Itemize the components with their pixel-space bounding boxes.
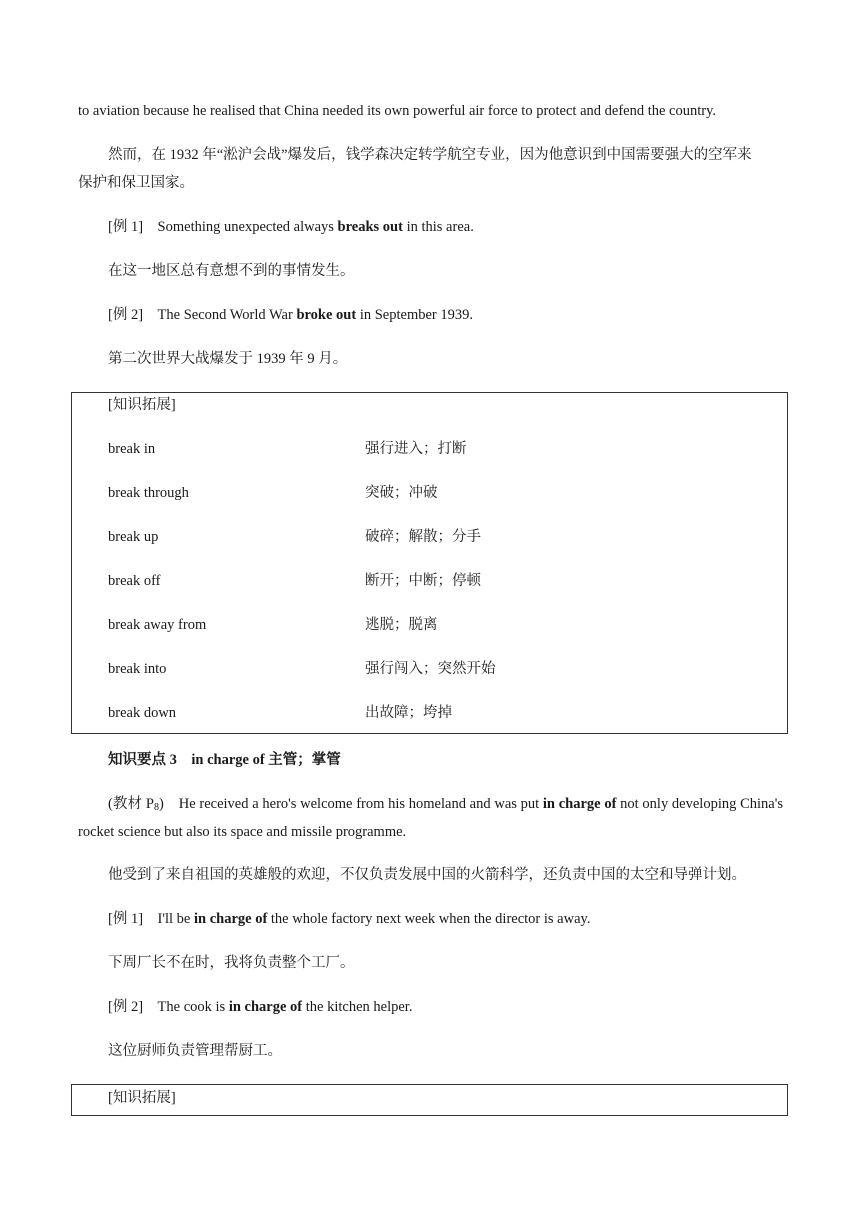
- textbook-quote: [78, 790, 783, 846]
- example-2-translation: 第二次世界大战爆发于 1939 年 9 月。: [108, 351, 348, 367]
- expansion-term: break off: [108, 573, 161, 589]
- example-2: [108, 305, 473, 325]
- example-2: [108, 997, 412, 1017]
- expansion-term: break in: [108, 441, 156, 457]
- key-phrase: broke out: [296, 307, 357, 323]
- example-label: [例 2]: [108, 999, 144, 1015]
- intro-line: to aviation because he realised that China needed its own powerful air force to protect and defend the country.: [78, 103, 717, 119]
- expansion-meaning: 突破；冲破: [365, 485, 438, 501]
- example-1-translation: 下周厂长不在时，我将负责整个工厂。: [108, 955, 355, 971]
- knowledge-expansion-box: [71, 1084, 788, 1116]
- expansion-meaning: 逃脱；脱离: [365, 617, 438, 633]
- example-1-translation: 在这一地区总有意想不到的事情发生。: [108, 263, 355, 279]
- example-text: Something unexpected always: [157, 219, 338, 235]
- expansion-meaning: 强行闯入；突然开始: [365, 661, 496, 677]
- example-label: [例 2]: [108, 307, 144, 323]
- expansion-meaning: 断开；中断；停顿: [365, 573, 481, 589]
- source-ref: ): [158, 796, 164, 812]
- key-phrase: breaks out: [337, 219, 403, 235]
- intro-translation-line-1: 然而，在 1932 年“淞沪会战”爆发后，钱学森决定转学航空专业，因为他意识到中国需要强大的空军来: [108, 147, 752, 163]
- example-2-translation: 这位厨师负责管理帮厨工。: [108, 1043, 282, 1059]
- phrase-meaning: 主管；掌管: [268, 752, 341, 768]
- expansion-heading: [知识拓展]: [108, 397, 176, 413]
- key-phrase: in charge of: [193, 911, 268, 927]
- expansion-term: break through: [108, 485, 189, 501]
- expansion-meaning: 出故障；垮掉: [365, 705, 452, 721]
- source-page: 8: [153, 802, 159, 813]
- expansion-heading: [知识拓展]: [108, 1090, 176, 1106]
- quote-text: not only developing China's rocket science but also its space and missile programme.: [78, 796, 783, 840]
- example-text: the whole factory next week when the director is away.: [267, 911, 591, 927]
- intro-translation-line-2: 保护和保卫国家。: [78, 175, 194, 191]
- key-phrase: in charge of: [228, 999, 303, 1015]
- expansion-term: break down: [108, 705, 177, 721]
- section-heading: [108, 750, 341, 770]
- quote-text: He received a hero's welcome from his homeland and was put: [178, 796, 543, 812]
- key-phrase: in charge of: [191, 752, 265, 768]
- example-label: [例 1]: [108, 911, 144, 927]
- expansion-term: break up: [108, 529, 159, 545]
- example-text: the kitchen helper.: [302, 999, 413, 1015]
- expansion-meaning: 破碎；解散；分手: [365, 529, 481, 545]
- key-phrase: in charge of: [542, 796, 617, 812]
- expansion-term: break away from: [108, 617, 207, 633]
- example-text: in September 1939.: [356, 307, 473, 323]
- section-label: 知识要点 3: [108, 752, 177, 768]
- example-text: The Second World War: [157, 307, 297, 323]
- example-label: [例 1]: [108, 219, 144, 235]
- example-text: in this area.: [402, 219, 474, 235]
- example-1: [108, 909, 590, 929]
- example-text: The cook is: [157, 999, 229, 1015]
- source-ref: (教材 P: [108, 796, 154, 812]
- quote-translation: 他受到了来自祖国的英雄般的欢迎，不仅负责发展中国的火箭科学，还负责中国的太空和导弹计划。: [108, 867, 746, 883]
- expansion-term: break into: [108, 661, 167, 677]
- expansion-meaning: 强行进入；打断: [365, 441, 467, 457]
- example-1: [108, 217, 474, 237]
- example-text: I'll be: [157, 911, 194, 927]
